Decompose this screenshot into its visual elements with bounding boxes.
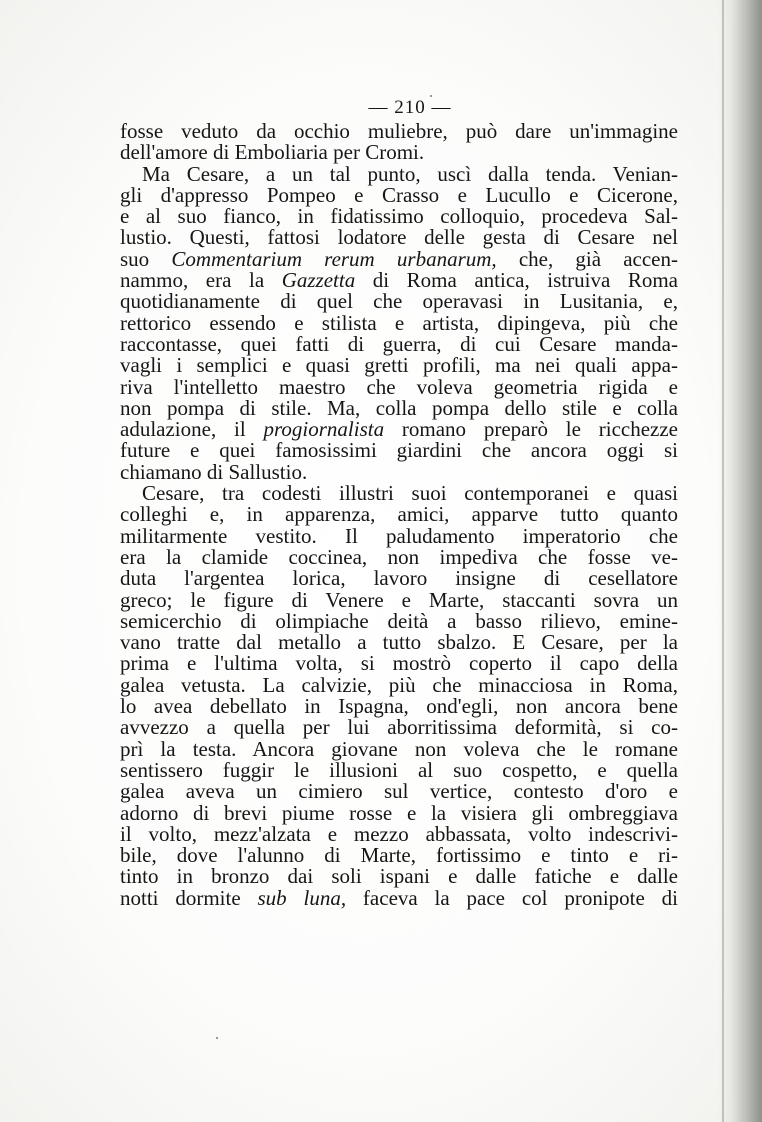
text-span: adulazione, il [120, 417, 264, 442]
text-line: future e quei famosissimi giardini che ancora oggi si [120, 438, 678, 463]
text-line: duta l'argentea lorica, lavoro insigne di cesellatore [120, 566, 678, 591]
binding-shadow [718, 0, 762, 1122]
text-line: adorno di brevi piume rosse e la visiera gli ombreggiava [120, 800, 678, 825]
page-number: — 210 — [368, 97, 452, 118]
text-line: rettorico essendo e stilista e artista, dipingeva, più che [120, 310, 678, 335]
paragraph [120, 483, 680, 909]
text-span: suo [120, 246, 172, 271]
text-line: galea vetusta. La calvizie, più che minacciosa in Roma, [120, 672, 678, 697]
page-text [120, 95, 680, 909]
text-line: lo avea debellato in Ispagna, ond'egli, non ancora bene [120, 694, 678, 719]
text-line: sentissero fuggir le illusioni al suo cospetto, e quella [120, 757, 678, 782]
text-line: prì la testa. Ancora giovane non voleva che le romane [120, 736, 678, 761]
text-span: notti dormite [120, 885, 258, 910]
text-line: galea aveva un cimiero sul vertice, contesto d'oro e [120, 779, 678, 804]
text-span: di Roma antica, istruiva Roma [355, 268, 679, 293]
text-line [120, 270, 678, 291]
text-line: riva l'intelletto maestro che voleva geometria rigida e [120, 374, 678, 399]
text-line: bile, dove l'alunno di Marte, fortissimo e tinto e ri- [120, 843, 678, 868]
text-line: Cesare, tra codesti illustri suoi contemporanei e quasi [142, 481, 678, 506]
text-line: lustio. Questi, fattosi lodatore delle gesta di Cesare nel [120, 225, 678, 250]
text-line: vagli i semplici e quasi gretti profili, ma nei quali appa- [120, 353, 678, 378]
text-line: il volto, mezz'alzata e mezzo abbassata, volto indescrivi- [120, 821, 678, 846]
text-span: faceva la pace col pronipote di [346, 885, 678, 910]
paragraph [120, 121, 680, 164]
text-line: quotidianamente di quel che operavasi in Lusitania, e, [120, 289, 678, 314]
text-span: romano preparò le ricchezze [384, 417, 679, 442]
text-line: raccontasse, quei fatti di guerra, di cui Cesare manda- [120, 331, 678, 356]
text-line: vano tratte dal metallo a tutto sbalzo. E Cesare, per la [120, 630, 678, 655]
text-line [120, 246, 678, 271]
text-line: tinto in bronzo dai soli ispani e dalle fatiche e dalle [120, 864, 678, 889]
text-line: militarmente vestito. Il paludamento imperatorio che [120, 523, 678, 548]
text-span: nammo, era la [120, 268, 282, 293]
body-text [120, 121, 680, 909]
text-line: prima e l'ultima volta, si mostrò coperto il capo della [120, 651, 678, 676]
text-line: chiamano di Sallustio. [120, 459, 308, 484]
text-line: avvezzo a quella per lui aborritissima deformità, si co- [120, 715, 678, 740]
scan-speck [216, 1037, 218, 1039]
text-line: non pompa di stile. Ma, colla pompa dello stile e colla [120, 395, 678, 420]
text-line: e al suo fianco, in fidatissimo colloquio, procedeva Sal- [120, 204, 678, 229]
text-line [120, 419, 678, 440]
italic-title: Gazzetta [281, 268, 356, 293]
text-line [120, 885, 678, 910]
text-line: era la clamide coccinea, non impediva che fosse ve- [120, 544, 678, 569]
text-line: Ma Cesare, a un tal punto, uscì dalla tenda. Venian- [142, 161, 678, 186]
text-line: gli d'appresso Pompeo e Crasso e Lucullo e Cicerone, [120, 182, 678, 207]
text-line: greco; le figure di Venere e Marte, staccanti sovra un [120, 587, 678, 612]
text-line: colleghi e, in apparenza, amici, apparve tutto quanto [120, 502, 678, 527]
text-line: semicerchio di olimpiache deità a basso rilievo, emine- [120, 608, 678, 633]
text-line: fosse veduto da occhio muliebre, può dare un'immagine [120, 119, 678, 143]
binding-fold-line [722, 0, 724, 1122]
italic-title: Commentarium rerum urbanarum, [171, 246, 497, 271]
paragraph [120, 161, 680, 484]
italic-title: sub luna, [257, 885, 347, 910]
text-span: che, già accen- [496, 246, 678, 271]
italic-title: progiornalista [263, 417, 385, 442]
text-line: dell'amore di Emboliaria per Cromi. [120, 140, 425, 165]
